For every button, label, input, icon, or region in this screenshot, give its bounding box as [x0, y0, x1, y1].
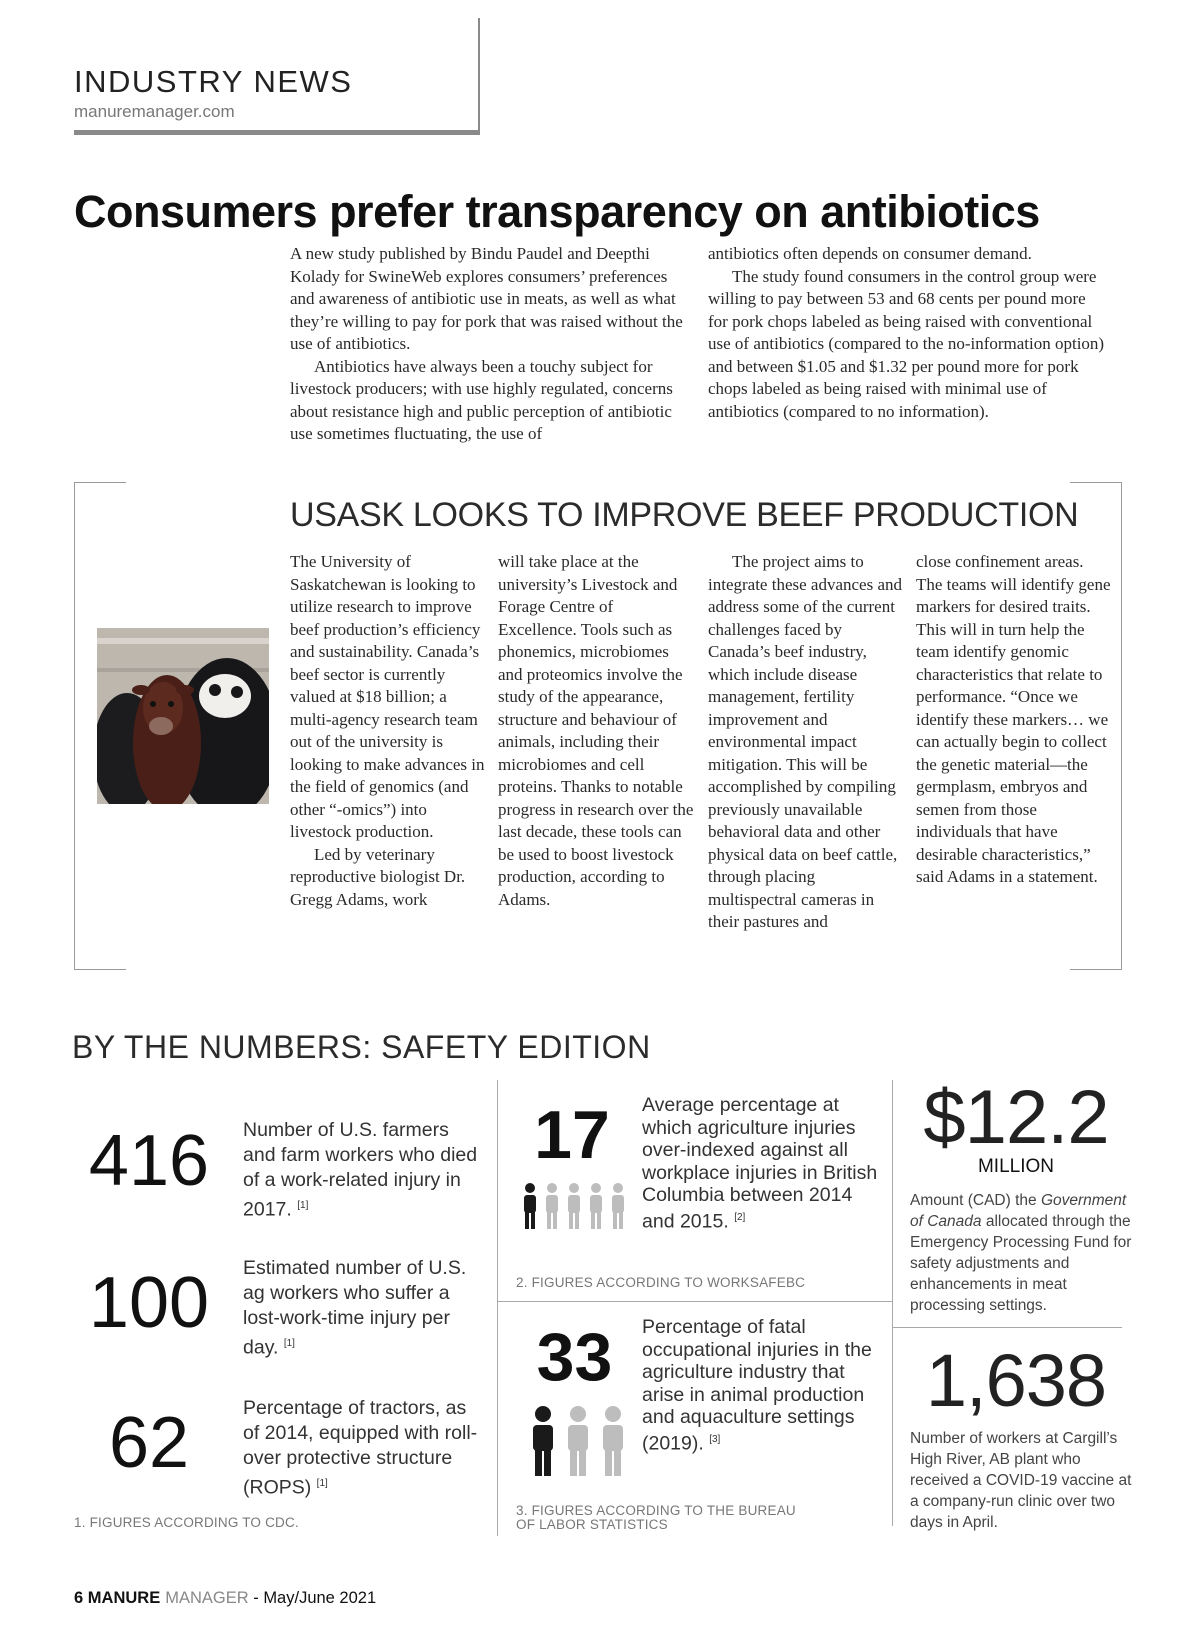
- section-title: INDUSTRY NEWS: [74, 64, 353, 99]
- column-divider: [497, 1080, 498, 1536]
- stat-416-description: [243, 1118, 478, 1223]
- stat-12-2-value: $12.2: [923, 1075, 1109, 1160]
- issue-date: - May/June 2021: [253, 1589, 377, 1607]
- header-divider-vertical: [478, 18, 480, 132]
- cattle-photo: [97, 628, 269, 804]
- brand-bold: MANURE: [87, 1589, 161, 1607]
- stat-62-value: 62: [108, 1403, 190, 1483]
- page-footer: [74, 1589, 376, 1608]
- footnote-3-line-1: 3. FIGURES ACCORDING TO THE BUREAU: [516, 1503, 796, 1518]
- footnote-ref: [3]: [709, 1433, 721, 1445]
- footnote-ref: [1]: [297, 1200, 309, 1211]
- page-number: 6: [74, 1589, 84, 1607]
- stat-62-description: [243, 1396, 478, 1501]
- stat-33-value: 33: [536, 1319, 613, 1395]
- article-column-1: [290, 243, 685, 446]
- footnote-ref: [1]: [316, 1478, 328, 1489]
- paragraph: close confinement areas. The teams will identify gene markers for desired traits. This will in turn help the team identify genomic characteristics that relate to performance. “Once we identify these markers… we can actually begin to collect the genetic material—the germplasm, embryos and semen from those individuals that have desirable characteristics,” said Adams in a statement.: [916, 552, 1111, 886]
- footnote-2: 2. FIGURES ACCORDING TO WORKSAFEBC: [516, 1275, 806, 1290]
- stat-text: allocated through the Emergency Processing Fund for safety adjustments and enhancements in meat processing settings.: [910, 1213, 1132, 1314]
- stat-1638-value: 1,638: [925, 1339, 1107, 1422]
- stat-text: Estimated number of U.S. ag workers who suffer a lost-work-time injury per day.: [243, 1257, 467, 1359]
- sidebar-column-4: [916, 551, 1112, 889]
- people-1-of-5-icon: [522, 1183, 628, 1231]
- sidebar-column-1: [290, 551, 486, 911]
- row-divider: [892, 1327, 1122, 1328]
- paragraph: The project aims to integrate these advances and address some of the current challenges faced by Canada’s beef industry, which include disease management, fertility improvement and environmental impact mitigation. This will be accomplished by compiling previously unavailable behavioral data and other physical data on beef cattle, through placing multispectral cameras in their pastures and: [708, 552, 902, 931]
- paragraph: The study found consumers in the control group were willing to pay between 53 and 68 cents per pound more for pork chops labeled as being raised with conventional use of antibiotics (compared to the no-information option) and between $1.05 and $1.32 per pound more for pork chops labeled as being raised with minimal use of antibiotics (compared to no information).: [708, 266, 1105, 421]
- stat-33-description: [642, 1316, 882, 1455]
- stat-text: Amount (CAD) the: [910, 1192, 1041, 1209]
- sidebar-headline: USASK LOOKS TO IMPROVE BEEF PRODUCTION: [290, 496, 1079, 534]
- stat-1638-description: Number of workers at Cargill’s High River, AB plant who received a COVID-19 vaccine at a company-run clinic over two days in April.: [910, 1430, 1132, 1531]
- stat-text: Percentage of tractors, as of 2014, equipped with roll-over protective structure (ROPS): [243, 1397, 478, 1499]
- numbers-section-title: BY THE NUMBERS: SAFETY EDITION: [72, 1029, 651, 1065]
- stat-12-2-description: [910, 1190, 1135, 1316]
- column-divider: [892, 1080, 893, 1526]
- stat-12-2-unit: MILLION: [977, 1156, 1055, 1177]
- row-divider: [497, 1301, 892, 1302]
- stat-100-value: 100: [88, 1263, 210, 1343]
- paragraph: Antibiotics have always been a touchy subject for livestock producers; with use highly regulated, concerns about resistance high and public perception of antibiotic use sometimes fluctuating, the use of: [290, 356, 673, 443]
- footnote-3-line-2: OF LABOR STATISTICS: [516, 1517, 668, 1532]
- stat-text: Average percentage at which agriculture injuries over-indexed against all workplace injuries in British Columbia between 2014 and 2015.: [642, 1094, 878, 1232]
- paragraph: A new study published by Bindu Paudel and Deepthi Kolady for SwineWeb explores consumers’ preferences and awareness of antibiotic use in meats, as well as what they’re willing to pay for pork that was raised without the use of antibiotics.: [290, 244, 683, 353]
- site-url: manuremanager.com: [74, 102, 235, 121]
- paragraph: will take place at the university’s Livestock and Forage Centre of Excellence. Tools such as phonemics, microbiomes and proteomics involve the study of the appearance, structure and behaviour of animals, including their microbiomes and cell proteins. Thanks to notable progress in research over the last decade, these tools can be used to boost livestock production, according to Adams.: [498, 552, 694, 909]
- stat-416-value: 416: [88, 1121, 210, 1201]
- footnote-ref: [1]: [283, 1338, 295, 1349]
- sidebar-column-2: [498, 551, 694, 911]
- paragraph: antibiotics often depends on consumer demand.: [708, 244, 1032, 263]
- header-divider-horizontal: [74, 130, 480, 135]
- stat-17-value: 17: [534, 1097, 610, 1173]
- cattle-image-icon: [97, 628, 269, 804]
- stat-text: Number of U.S. farmers and farm workers who died of a work-related injury in 2017.: [243, 1119, 478, 1221]
- stat-text: Percentage of fatal occupational injuries in the agriculture industry that arise in animal production and aquaculture settings (2019).: [642, 1316, 872, 1454]
- people-1-of-3-icon: [530, 1406, 630, 1478]
- stat-17-description: [642, 1094, 887, 1233]
- article-column-2: [708, 243, 1108, 423]
- sidebar-column-3: [708, 551, 904, 934]
- paragraph: Led by veterinary reproductive biologist Dr. Gregg Adams, work: [290, 844, 466, 909]
- stat-text-emphasis: Government of Canada: [910, 1192, 1127, 1230]
- paragraph: The University of Saskatchewan is looking to utilize research to improve beef production’s efficiency and sustainability. Canada’s beef sector is currently valued at $18 billion; a multi-agency research team out of the university is looking to make advances in the field of genomics (and other “-omics”) into livestock production.: [290, 552, 485, 841]
- footnote-1: 1. FIGURES ACCORDING TO CDC.: [74, 1515, 299, 1530]
- footnote-ref: [2]: [734, 1211, 746, 1223]
- brand-light: MANAGER: [165, 1589, 249, 1607]
- article-headline: Consumers prefer transparency on antibiotics: [74, 186, 1040, 237]
- stat-100-description: [243, 1256, 478, 1361]
